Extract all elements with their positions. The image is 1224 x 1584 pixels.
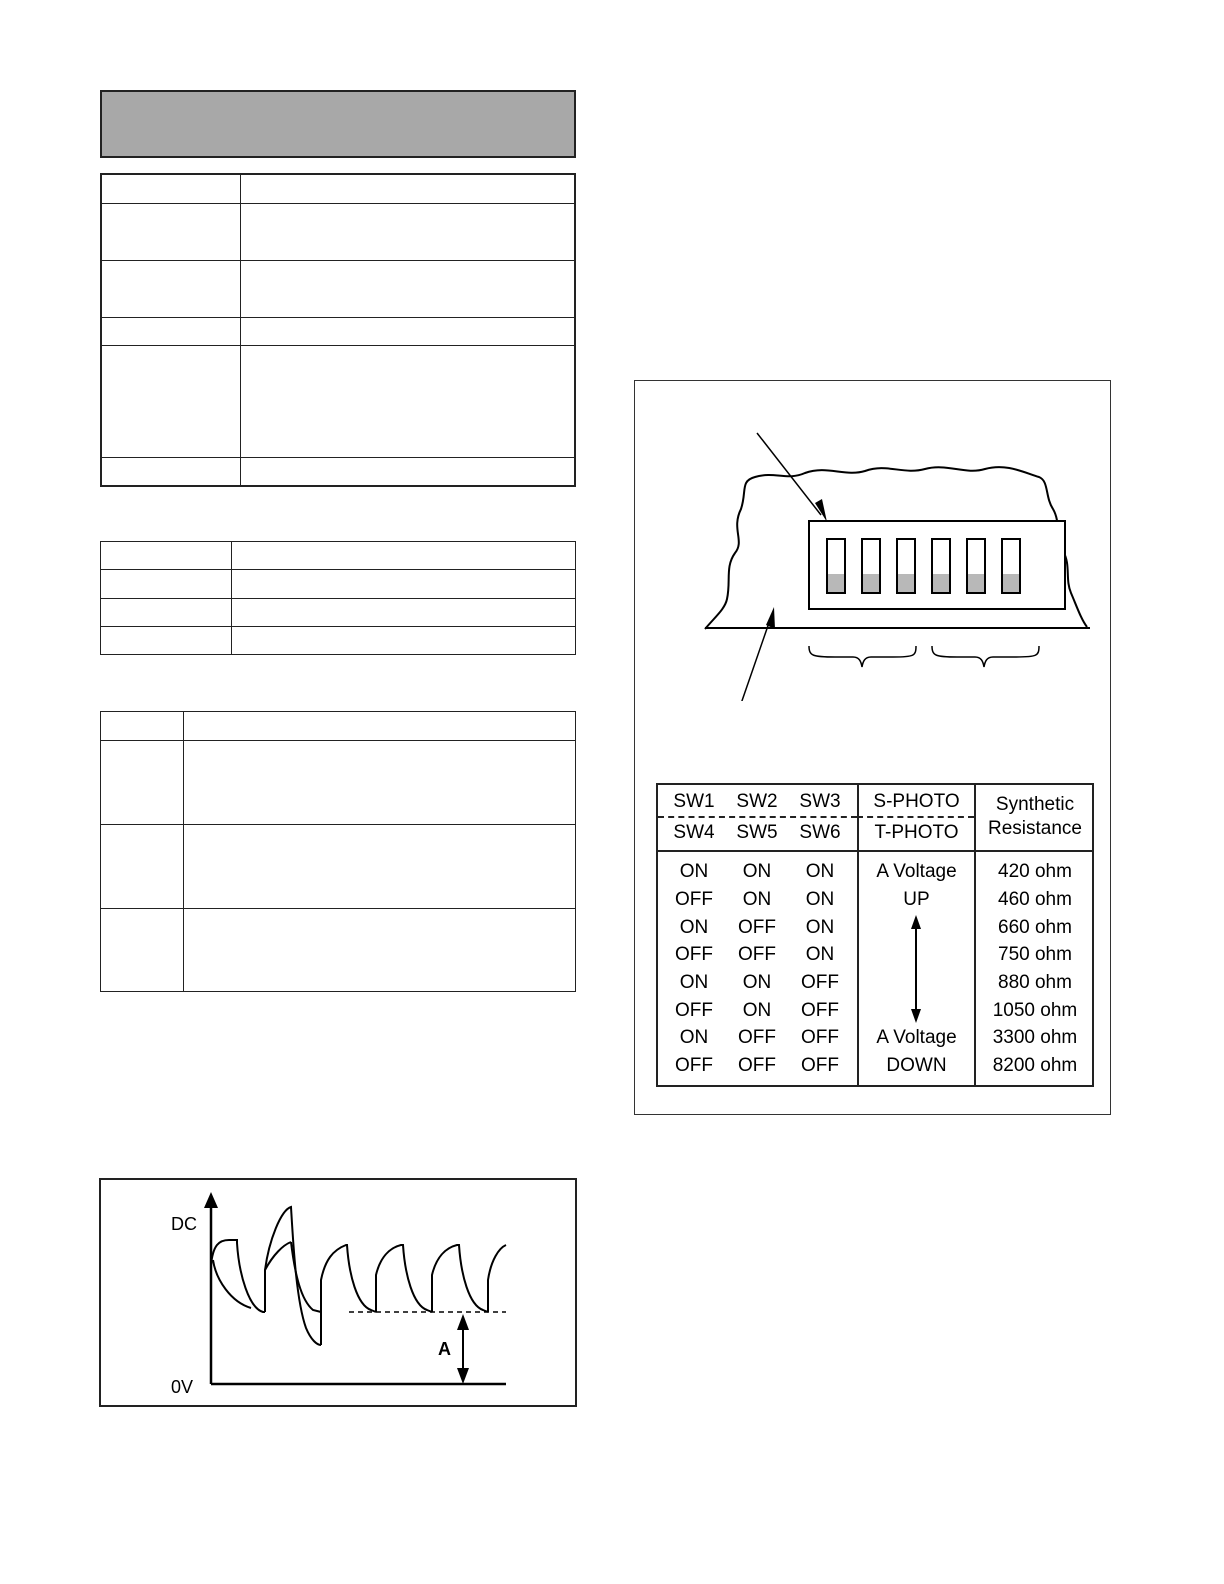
spec-table-2 xyxy=(100,541,576,655)
table-cell: OFF xyxy=(675,1055,713,1076)
arrow-up-icon xyxy=(911,915,921,929)
pcb-switch-graphic xyxy=(635,381,1109,701)
voltage-up-label: A Voltage xyxy=(876,861,957,882)
table-cell xyxy=(232,542,576,570)
header-t-photo: T-PHOTO xyxy=(874,822,959,843)
table-cell xyxy=(101,542,232,570)
table-cell: 460 ohm xyxy=(998,889,1072,910)
header-divider xyxy=(658,850,1092,852)
voltage-down-label: A Voltage xyxy=(876,1027,957,1048)
header-resistance: Resistance xyxy=(988,818,1082,839)
header-sw5: SW5 xyxy=(736,822,778,843)
table-cell xyxy=(101,174,240,203)
dip-switch-lever xyxy=(898,574,914,592)
voltage-up-word: UP xyxy=(903,889,930,910)
table-cell xyxy=(232,627,576,655)
pointer-line-board xyxy=(735,617,771,701)
arrow-up-icon xyxy=(457,1314,469,1330)
table-cell: OFF xyxy=(801,1000,839,1021)
dip-switch-lever xyxy=(828,574,844,592)
table-cell: 1050 ohm xyxy=(992,1000,1078,1021)
waveform-figure xyxy=(99,1178,577,1407)
table-cell: OFF xyxy=(675,944,713,965)
header-sw2: SW2 xyxy=(736,791,778,812)
dip-switch-lever xyxy=(933,574,949,592)
table-cell xyxy=(101,909,184,992)
section-header-banner xyxy=(100,90,576,158)
waveform-0v-label: 0V xyxy=(171,1377,194,1397)
table-cell: OFF xyxy=(738,1055,776,1076)
table-cell xyxy=(184,741,576,825)
table-cell xyxy=(184,825,576,909)
table-cell: ON xyxy=(742,861,772,882)
table-cell: OFF xyxy=(801,1027,839,1048)
table-cell: ON xyxy=(679,861,709,882)
table-cell: OFF xyxy=(738,944,776,965)
brace-right xyxy=(932,646,1039,667)
dip-switch-lever xyxy=(1003,574,1019,592)
table-cell xyxy=(184,909,576,992)
header-sw6: SW6 xyxy=(799,822,841,843)
table-cell: OFF xyxy=(738,917,776,938)
table-cell xyxy=(101,825,184,909)
table-cell xyxy=(101,203,240,260)
table-cell: ON xyxy=(742,972,772,993)
table-cell xyxy=(101,260,240,317)
arrow-down-icon xyxy=(457,1368,469,1384)
voltage-range-arrow xyxy=(906,913,926,1025)
table-cell: 8200 ohm xyxy=(992,1055,1078,1076)
header-dashed-divider xyxy=(857,816,974,818)
table-cell xyxy=(101,599,232,627)
waveform-dc-label: DC xyxy=(171,1214,197,1234)
table-cell: OFF xyxy=(738,1027,776,1048)
table-cell: OFF xyxy=(801,972,839,993)
table-cell xyxy=(101,457,240,486)
table-cell: ON xyxy=(805,889,835,910)
table-cell xyxy=(240,317,575,345)
header-sw4: SW4 xyxy=(673,822,715,843)
header-synthetic: Synthetic xyxy=(995,794,1075,815)
pointer-line-switch xyxy=(757,433,821,515)
header-sw3: SW3 xyxy=(799,791,841,812)
table-cell xyxy=(101,712,184,741)
spec-table-3 xyxy=(100,711,576,992)
table-cell: 880 ohm xyxy=(998,972,1072,993)
table-cell: ON xyxy=(805,944,835,965)
spec-table-1 xyxy=(100,173,576,487)
table-cell xyxy=(184,712,576,741)
table-cell xyxy=(232,570,576,599)
table-cell xyxy=(240,203,575,260)
table-cell xyxy=(101,317,240,345)
table-cell: 660 ohm xyxy=(998,917,1072,938)
arrow-down-icon xyxy=(911,1009,921,1023)
table-cell: ON xyxy=(742,889,772,910)
table-cell xyxy=(101,570,232,599)
table-cell: ON xyxy=(742,1000,772,1021)
table-cell: OFF xyxy=(675,889,713,910)
header-s-photo: S-PHOTO xyxy=(873,791,960,812)
table-cell xyxy=(240,345,575,457)
table-cell xyxy=(101,627,232,655)
header-dashed-divider xyxy=(658,816,857,818)
table-cell: ON xyxy=(805,861,835,882)
table-cell xyxy=(101,345,240,457)
table-cell: 420 ohm xyxy=(998,861,1072,882)
table-cell: ON xyxy=(679,917,709,938)
table-cell: ON xyxy=(805,917,835,938)
table-cell xyxy=(240,457,575,486)
table-cell: ON xyxy=(679,1027,709,1048)
table-cell: OFF xyxy=(801,1055,839,1076)
header-sw1: SW1 xyxy=(673,791,715,812)
table-cell xyxy=(240,260,575,317)
switch-resistance-table xyxy=(656,783,1094,1087)
brace-left xyxy=(809,646,916,667)
dip-switch-lever xyxy=(968,574,984,592)
table-cell xyxy=(240,174,575,203)
table-cell: ON xyxy=(679,972,709,993)
table-cell: OFF xyxy=(675,1000,713,1021)
voltage-down-word: DOWN xyxy=(886,1055,947,1076)
y-axis-arrow-icon xyxy=(204,1192,218,1208)
table-cell: 750 ohm xyxy=(998,944,1072,965)
table-cell xyxy=(101,741,184,825)
dip-switch-lever xyxy=(863,574,879,592)
table-cell: 3300 ohm xyxy=(992,1027,1078,1048)
table-cell xyxy=(232,599,576,627)
waveform-amplitude-label: A xyxy=(438,1339,451,1359)
